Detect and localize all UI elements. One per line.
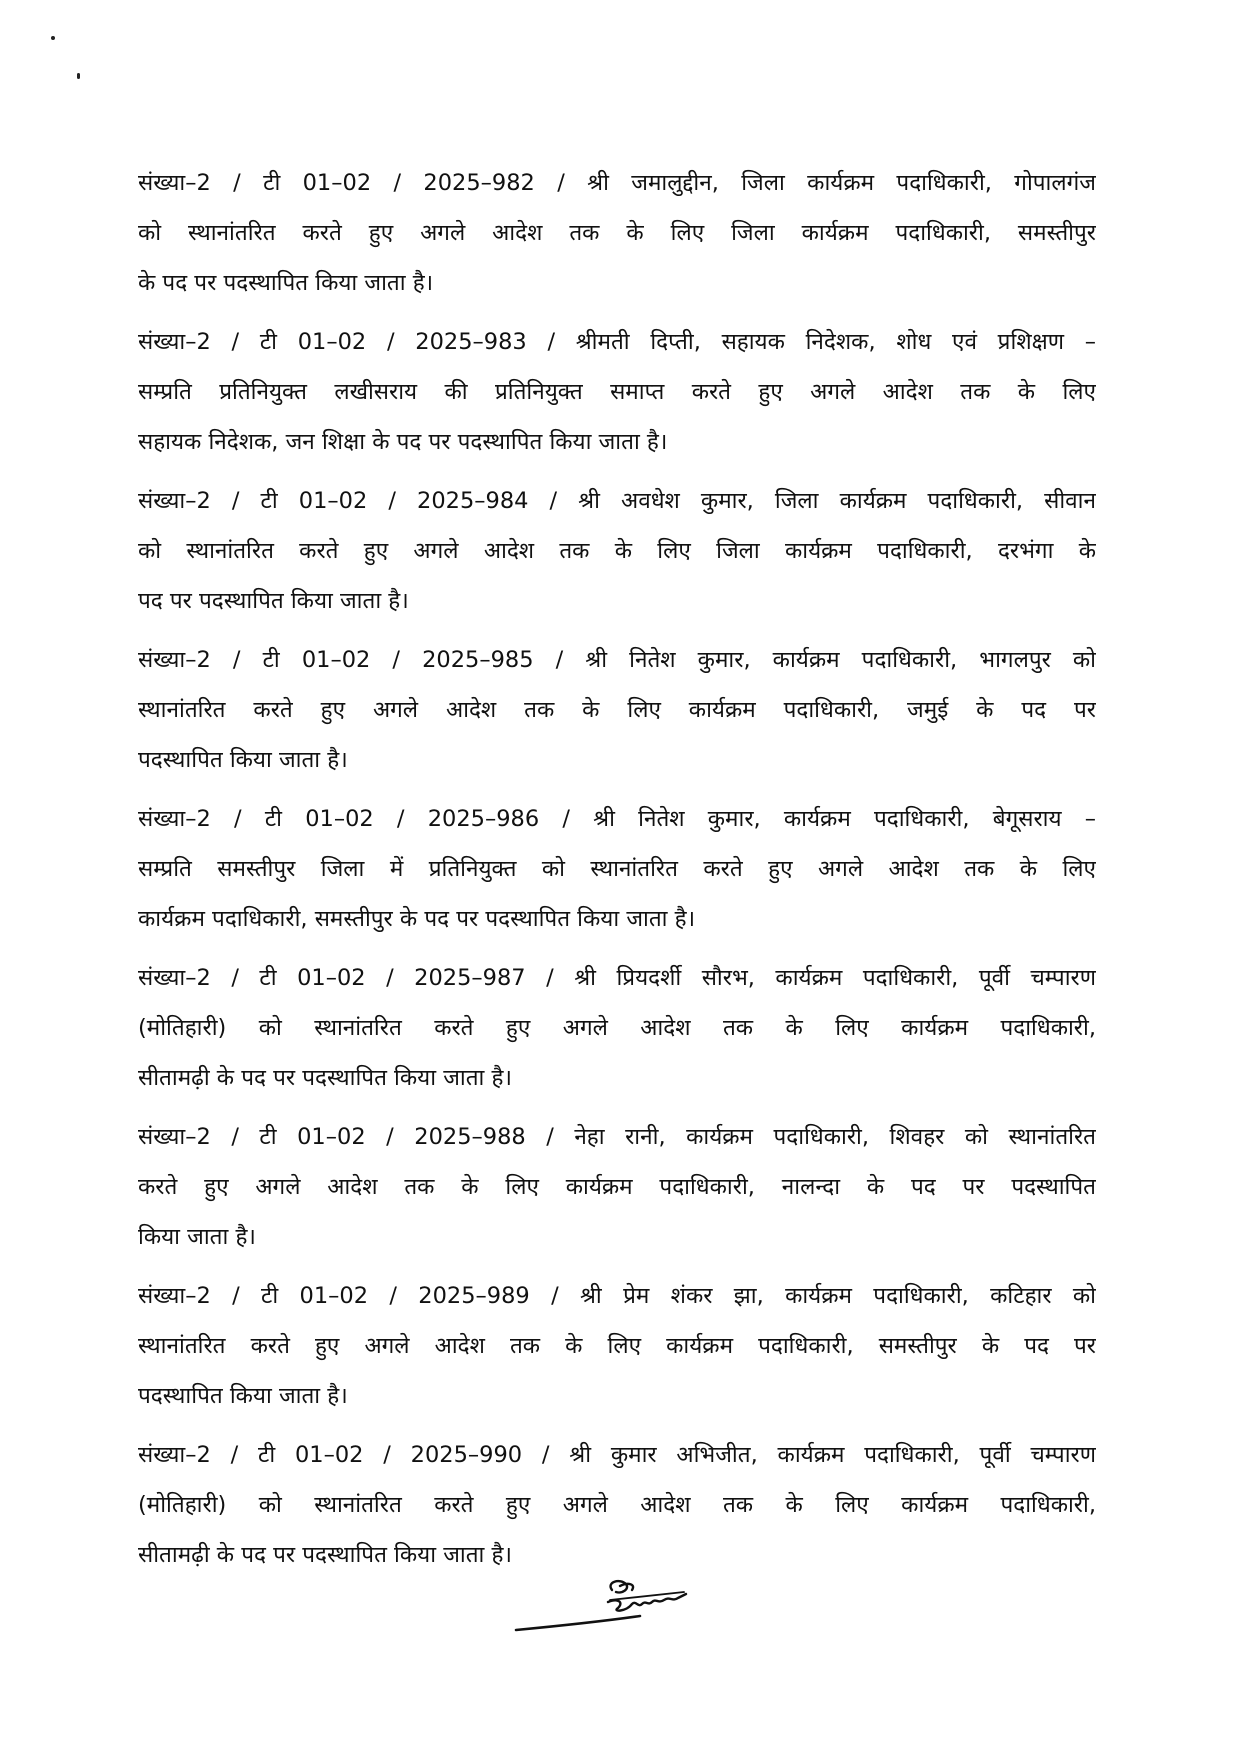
order-text-line: स्थानांतरित करते हुए अगले आदेश तक के लिए कार्यक्रम पदाधिकारी, जमुई के पद पर: [138, 697, 1096, 723]
transfer-order: [138, 953, 1096, 1103]
order-text-line: किया जाता है।: [138, 1224, 256, 1250]
order-text-line: सीतामढ़ी के पद पर पदस्थापित किया जाता है।: [138, 1065, 512, 1091]
order-text-line: संख्या–2 / टी 01–02 / 2025–985 / श्री नितेश कुमार, कार्यक्रम पदाधिकारी, भागलपुर को: [138, 647, 1096, 673]
order-text-line: संख्या–2 / टी 01–02 / 2025–987 / श्री प्रियदर्शी सौरभ, कार्यक्रम पदाधिकारी, पूर्वी चम्पारण: [138, 965, 1096, 991]
order-text-line: कार्यक्रम पदाधिकारी, समस्तीपुर के पद पर पदस्थापित किया जाता है।: [138, 906, 696, 932]
order-text-line: संख्या–2 / टी 01–02 / 2025–989 / श्री प्रेम शंकर झा, कार्यक्रम पदाधिकारी, कटिहार को: [138, 1283, 1096, 1309]
order-text-line: पदस्थापित किया जाता है।: [138, 747, 348, 773]
order-text-line: स्थानांतरित करते हुए अगले आदेश तक के लिए कार्यक्रम पदाधिकारी, समस्तीपुर के पद पर: [138, 1333, 1096, 1359]
transfer-order: [138, 476, 1096, 626]
order-text-line: (मोतिहारी) को स्थानांतरित करते हुए अगले आदेश तक के लिए कार्यक्रम पदाधिकारी,: [138, 1015, 1096, 1041]
order-text-line: सहायक निदेशक, जन शिक्षा के पद पर पदस्थापित किया जाता है।: [138, 429, 668, 455]
order-text-line: संख्या–2 / टी 01–02 / 2025–983 / श्रीमती दिप्ती, सहायक निदेशक, शोध एवं प्रशिक्षण –: [138, 329, 1096, 355]
transfer-order: [138, 1430, 1096, 1580]
transfer-order: [138, 1271, 1096, 1421]
order-text-line: सम्प्रति प्रतिनियुक्त लखीसराय की प्रतिनियुक्त समाप्त करते हुए अगले आदेश तक के लिए: [138, 379, 1096, 405]
order-text-line: संख्या–2 / टी 01–02 / 2025–986 / श्री नितेश कुमार, कार्यक्रम पदाधिकारी, बेगूसराय –: [138, 806, 1096, 832]
order-text-line: को स्थानांतरित करते हुए अगले आदेश तक के लिए जिला कार्यक्रम पदाधिकारी, समस्तीपुर: [138, 220, 1096, 246]
scan-speck: [77, 73, 80, 79]
transfer-order: [138, 158, 1096, 308]
signature-underline-stroke: [516, 1616, 640, 1630]
signature-loop-stroke: [611, 1581, 634, 1592]
order-text-line: (मोतिहारी) को स्थानांतरित करते हुए अगले आदेश तक के लिए कार्यक्रम पदाधिकारी,: [138, 1492, 1096, 1518]
transfer-order: [138, 317, 1096, 467]
order-text-line: को स्थानांतरित करते हुए अगले आदेश तक के लिए जिला कार्यक्रम पदाधिकारी, दरभंगा के: [138, 538, 1096, 564]
transfer-order: [138, 635, 1096, 785]
order-text-line: करते हुए अगले आदेश तक के लिए कार्यक्रम पदाधिकारी, नालन्दा के पद पर पदस्थापित: [138, 1174, 1096, 1200]
order-text-line: संख्या–2 / टी 01–02 / 2025–982 / श्री जमालुद्दीन, जिला कार्यक्रम पदाधिकारी, गोपालगंज: [138, 170, 1096, 196]
order-text-line: के पद पर पदस्थापित किया जाता है।: [138, 270, 434, 296]
handwritten-signature: [508, 1572, 708, 1652]
order-text-line: संख्या–2 / टी 01–02 / 2025–990 / श्री कुमार अभिजीत, कार्यक्रम पदाधिकारी, पूर्वी चम्पारण: [138, 1442, 1096, 1468]
transfer-orders: [138, 158, 1096, 1589]
transfer-order: [138, 1112, 1096, 1262]
scan-speck: [51, 36, 55, 40]
order-text-line: पद पर पदस्थापित किया जाता है।: [138, 588, 409, 614]
order-text-line: सम्प्रति समस्तीपुर जिला में प्रतिनियुक्त को स्थानांतरित करते हुए अगले आदेश तक के लिए: [138, 856, 1096, 882]
order-text-line: सीतामढ़ी के पद पर पदस्थापित किया जाता है।: [138, 1542, 512, 1568]
order-text-line: पदस्थापित किया जाता है।: [138, 1383, 348, 1409]
order-text-line: संख्या–2 / टी 01–02 / 2025–984 / श्री अवधेश कुमार, जिला कार्यक्रम पदाधिकारी, सीवान: [138, 488, 1096, 514]
order-text-line: संख्या–2 / टी 01–02 / 2025–988 / नेहा रानी, कार्यक्रम पदाधिकारी, शिवहर को स्थानांतरित: [138, 1124, 1096, 1150]
transfer-order: [138, 794, 1096, 944]
